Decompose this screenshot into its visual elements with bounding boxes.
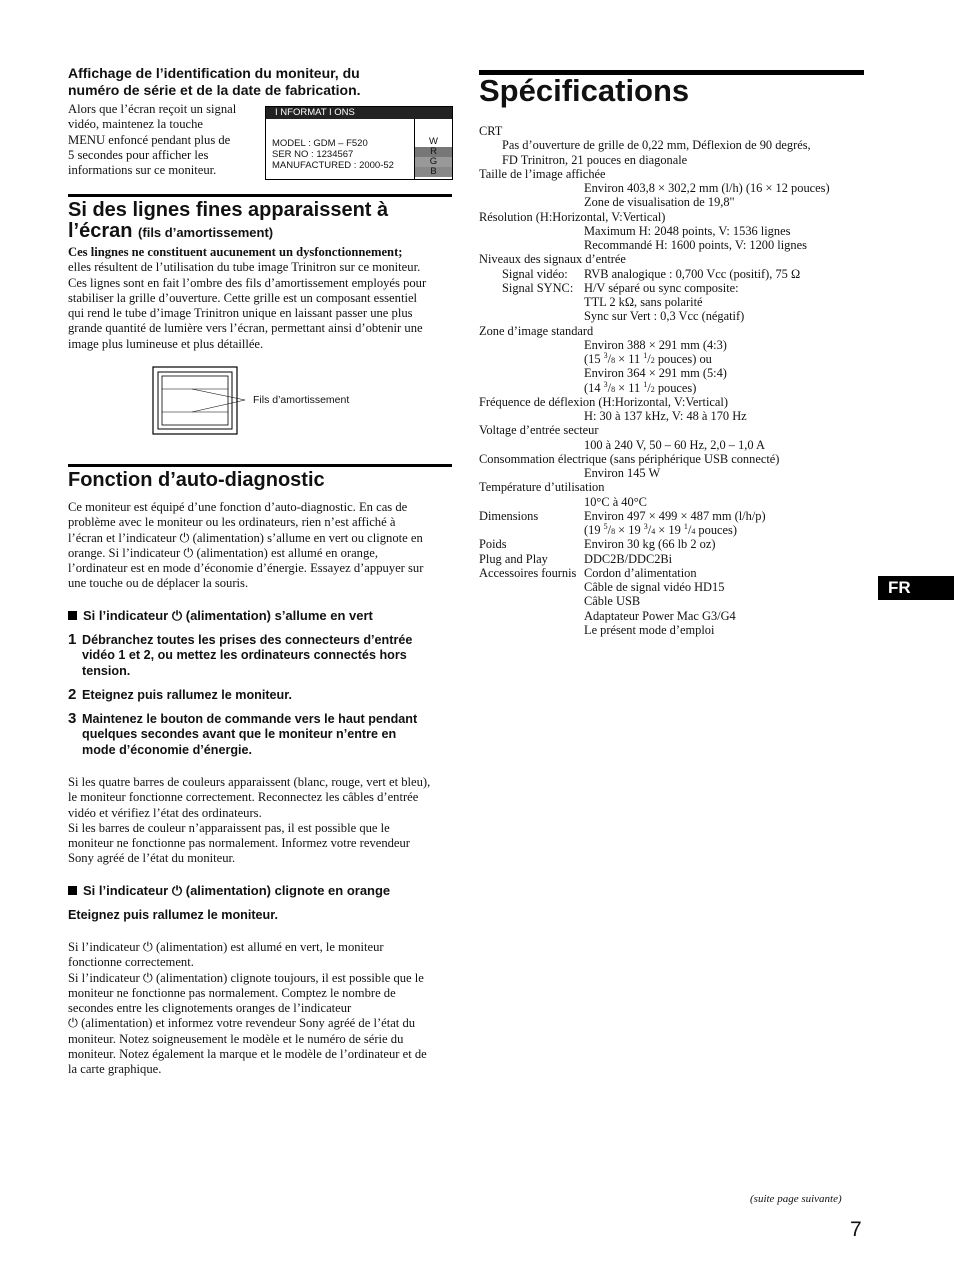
spec-row xyxy=(479,409,869,423)
spec-row xyxy=(479,338,869,352)
body-line: grande quantité de lumière vers l’écran, permettant ainsi d’obtenir une xyxy=(68,321,423,336)
page-number: 7 xyxy=(850,1218,862,1241)
spec-label: Plug and Play xyxy=(479,551,548,566)
step-item xyxy=(68,712,458,758)
continued-note: (suite page suivante) xyxy=(750,1193,842,1205)
spec-row xyxy=(479,381,869,395)
spec-row xyxy=(479,252,869,266)
spec-row xyxy=(479,210,869,224)
body-line: problème avec le moniteur ou les ordinateurs, rien n’est affiché à xyxy=(68,515,396,530)
body-line: fonctionne correctement. xyxy=(68,955,194,970)
body-line: moniteur. Notez également la marque et le modèle de l’ordinateur et de xyxy=(68,1047,427,1062)
spec-row xyxy=(479,281,869,295)
step-line: Eteignez puis rallumez le moniteur. xyxy=(82,687,292,702)
spec-row xyxy=(479,594,869,608)
spec-row xyxy=(479,195,869,209)
step-number: 1 xyxy=(68,631,77,648)
spec-table xyxy=(479,124,869,637)
body-line: le moniteur fonctionne correctement. Reconnectez les câbles d’entrée xyxy=(68,790,419,805)
body-line: qui rend le tube d’image Trinitron unique en laissant passer une plus xyxy=(68,306,413,321)
body-line: elles résultent de l’utilisation du tube image Trinitron sur ce moniteur. xyxy=(68,260,421,275)
step-line: Maintenez le bouton de commande vers le haut pendant xyxy=(82,712,418,727)
body-line: image plus lumineuse et plus détaillée. xyxy=(68,336,264,351)
body-line: l’ordinateur est en mode d’économie d’énergie. Essayez d’appuyer sur xyxy=(68,561,424,576)
spec-row xyxy=(479,623,869,637)
spec-row xyxy=(479,395,869,409)
spec-value: 100 à 240 V, 50 – 60 Hz, 2,0 – 1,0 A xyxy=(584,437,765,452)
spec-row xyxy=(479,167,869,181)
step-number: 3 xyxy=(68,710,77,728)
lines-section-body xyxy=(68,245,458,352)
spec-label: Pas d’ouverture de grille de 0,22 mm, Déflexion de 90 degrés, xyxy=(502,138,811,153)
diag-section-heading: Fonction d’auto-diagnostic xyxy=(68,469,325,491)
section-rule xyxy=(68,194,452,197)
spec-value: TTL 2 kΩ, sans polarité xyxy=(584,295,703,309)
spec-row xyxy=(479,609,869,623)
heading-line: Si des lignes fines apparaissent à xyxy=(68,199,389,221)
osd-title-bar: I NFORMAT I ONS xyxy=(266,107,452,119)
spec-value: Sync sur Vert : 0,3 Vcc (négatif) xyxy=(584,309,745,324)
id-section-body xyxy=(68,102,258,178)
spec-value: Environ 364 × 291 mm (5:4) xyxy=(584,366,727,381)
body-line: 5 secondes pour afficher les xyxy=(68,147,209,162)
subheading-orange xyxy=(68,883,458,899)
spec-row xyxy=(479,552,869,566)
body-line: secondes entre les clignotements oranges de l’indicateur xyxy=(68,1001,352,1016)
information-osd-box xyxy=(265,106,453,180)
spec-row xyxy=(479,124,869,138)
spec-row xyxy=(479,238,869,252)
body-line: stabiliser la grille d’ouverture. Cette grille est un composant essentiel xyxy=(68,290,418,305)
spec-value: (14 $^3$/8 × 11 $^1$/2 pouces) xyxy=(584,379,697,395)
steps-list xyxy=(68,633,458,758)
spec-value: DDC2B/DDC2Bi xyxy=(584,551,673,566)
spec-row xyxy=(479,324,869,338)
spec-label: Dimensions xyxy=(479,508,539,523)
spec-row xyxy=(479,523,869,537)
body-line: Si l’indicateur ⏻ (alimentation) est allumé en vert, le moniteur xyxy=(68,940,384,954)
spec-value: Adaptateur Power Mac G3/G4 xyxy=(584,608,736,623)
spec-label: CRT xyxy=(479,124,503,138)
id-heading-line: Affichage de l’identification du moniteur, du xyxy=(68,65,360,81)
spec-row xyxy=(479,480,869,494)
spec-row xyxy=(479,495,869,509)
heading-line: l’écran xyxy=(68,220,133,242)
monitor-damper-wires-figure xyxy=(152,366,247,436)
id-section-heading xyxy=(68,65,458,99)
spec-label: Accessoires fournis xyxy=(479,565,577,580)
step-line: Débranchez toutes les prises des connecteurs d’entrée xyxy=(82,633,413,647)
osd-model: MODEL : GDM – F520 xyxy=(272,138,368,149)
body-line: Alors que l’écran reçoit un signal xyxy=(68,102,237,116)
spec-label: Signal SYNC: xyxy=(502,280,574,295)
subheading-text: Si l’indicateur ⏻ (alimentation) clignote en orange xyxy=(83,883,391,898)
spec-value: Recommandé H: 1600 points, V: 1200 lignes xyxy=(584,238,807,252)
spec-value: Environ 497 × 499 × 487 mm (l/h/p) xyxy=(584,508,766,523)
spec-row xyxy=(479,309,869,323)
spec-label: Zone d’image standard xyxy=(479,323,594,338)
spec-value: Zone de visualisation de 19,8" xyxy=(584,195,735,210)
spec-value: (19 $^5$/8 × 19 $^3$/4 × 19 $^1$/4 pouces) xyxy=(584,521,737,537)
step-item xyxy=(68,633,458,679)
body-line: la carte graphique. xyxy=(68,1062,162,1077)
spec-value: Environ 145 W xyxy=(584,466,661,480)
step-line: vidéo 1 et 2, ou mettez les ordinateurs connectés hors xyxy=(82,648,407,663)
step-line: quelques secondes avant que le moniteur n’entre en xyxy=(82,727,397,742)
orange-action: Eteignez puis rallumez le moniteur. xyxy=(68,908,278,922)
diag-section-body xyxy=(68,500,458,592)
step-number: 2 xyxy=(68,685,77,703)
square-bullet-icon xyxy=(68,886,77,895)
section-rule xyxy=(68,464,452,467)
spec-row xyxy=(479,509,869,523)
spec-row xyxy=(479,537,869,551)
final-body xyxy=(68,940,458,1078)
spec-row xyxy=(479,224,869,238)
spec-row xyxy=(479,153,869,167)
body-line: vidéo, maintenez la touche xyxy=(68,117,203,132)
language-tab: FR xyxy=(878,576,954,600)
spec-value: Le présent mode d’emploi xyxy=(584,622,715,637)
spec-value: H/V séparé ou sync composite: xyxy=(584,280,739,295)
spec-label: Poids xyxy=(479,537,507,552)
spec-row xyxy=(479,138,869,152)
osd-serial: SER NO : 1234567 xyxy=(272,149,354,160)
spec-value: Câble de signal vidéo HD15 xyxy=(584,580,725,594)
body-line: Si les barres de couleur n’apparaissent pas, il est possible que le xyxy=(68,820,390,835)
spec-value: 10°C à 40°C xyxy=(584,494,647,509)
spec-row xyxy=(479,438,869,452)
body-line: orange. Si l’indicateur ⏻ (alimentation) est allumé en orange, xyxy=(68,545,379,560)
spec-label: Signal vidéo: xyxy=(502,266,568,281)
subheading-text: Si l’indicateur ⏻ (alimentation) s’allume en vert xyxy=(83,608,373,623)
after-steps-body xyxy=(68,775,458,867)
step-line: tension. xyxy=(82,663,131,678)
spec-row xyxy=(479,295,869,309)
heading-subtitle: (fils d’amortissement) xyxy=(138,225,274,240)
spec-value: Câble USB xyxy=(584,594,641,609)
spec-value: Environ 403,8 × 302,2 mm (l/h) (16 × 12 pouces) xyxy=(584,181,830,195)
spec-row xyxy=(479,580,869,594)
body-line: une touche ou de déplacer la souris. xyxy=(68,576,249,591)
spec-value: Environ 30 kg (66 lb 2 oz) xyxy=(584,537,716,552)
color-bar-white: W xyxy=(415,137,452,147)
osd-info-lines xyxy=(272,138,394,171)
spec-row xyxy=(479,181,869,195)
spec-label: FD Trinitron, 21 pouces en diagonale xyxy=(502,152,688,167)
spec-label: Température d’utilisation xyxy=(479,480,605,495)
body-line: Si les quatre barres de couleurs apparaissent (blanc, rouge, vert et bleu), xyxy=(68,775,431,789)
spec-row xyxy=(479,352,869,366)
body-line: vidéo et vérifiez l’état des ordinateurs. xyxy=(68,805,262,820)
spec-label: Niveaux des signaux d’entrée xyxy=(479,252,626,267)
color-bar-blue: B xyxy=(415,167,452,177)
step-line: mode d’économie d’énergie. xyxy=(82,742,253,757)
color-bar-green: G xyxy=(415,157,452,167)
body-line: Ces lignes sont en fait l’ombre des fils d’amortissement employés pour xyxy=(68,275,427,290)
id-heading-line: numéro de série et de la date de fabrication. xyxy=(68,82,361,98)
spec-value: H: 30 à 137 kHz, V: 48 à 170 Hz xyxy=(584,409,747,423)
spec-label: Fréquence de déflexion (H:Horizontal, V:Vertical) xyxy=(479,394,728,409)
spec-value: Cordon d’alimentation xyxy=(584,565,697,580)
color-bar-red: R xyxy=(415,147,452,157)
body-line: informations sur ce moniteur. xyxy=(68,163,217,178)
spec-label: Résolution (H:Horizontal, V:Vertical) xyxy=(479,209,666,224)
body-line: Si l’indicateur ⏻ (alimentation) clignote toujours, il est possible que le xyxy=(68,970,424,985)
spec-row xyxy=(479,423,869,437)
spec-label: Taille de l’image affichée xyxy=(479,166,606,181)
spec-value: (15 $^3$/8 × 11 $^1$/2 pouces) ou xyxy=(584,350,712,366)
square-bullet-icon xyxy=(68,611,77,620)
body-line: moniteur. Notez soigneusement le modèle et le numéro de série du xyxy=(68,1031,404,1046)
page-title: Spécifications xyxy=(479,73,690,108)
subheading-green xyxy=(68,608,458,624)
body-line: Ce moniteur est équipé d’une fonction d’auto-diagnostic. En cas de xyxy=(68,500,408,514)
spec-row xyxy=(479,566,869,580)
body-line: moniteur ne fonctionne pas normalement. Informez votre revendeur xyxy=(68,836,410,851)
spec-row xyxy=(479,267,869,281)
osd-manufactured: MANUFACTURED : 2000-52 xyxy=(272,160,394,171)
spec-label: Voltage d’entrée secteur xyxy=(479,423,599,438)
body-line: MENU enfoncé pendant plus de xyxy=(68,132,231,147)
figure-label: Fils d’amortissement xyxy=(253,394,350,406)
spec-row xyxy=(479,366,869,380)
spec-value: RVB analogique : 0,700 Vcc (positif), 75 Ω xyxy=(584,266,801,281)
body-line: Sony agréé de l’état du moniteur. xyxy=(68,851,236,866)
body-line: ⏻ (alimentation) et informez votre revendeur Sony agréé de l’état du xyxy=(68,1016,416,1031)
lead-bold: Ces lingnes ne constituent aucunement un dysfonctionnement; xyxy=(68,245,403,259)
spec-label: Consommation électrique (sans périphérique USB connecté) xyxy=(479,451,780,466)
body-line: l’écran et l’indicateur ⏻ (alimentation) s’allume en vert ou clignote en xyxy=(68,530,423,545)
step-item xyxy=(68,685,458,703)
spec-row xyxy=(479,452,869,466)
color-bars xyxy=(415,137,452,177)
lines-section-heading xyxy=(68,200,458,243)
spec-value: Maximum H: 2048 points, V: 1536 lignes xyxy=(584,223,791,238)
spec-row xyxy=(479,466,869,480)
spec-value: Environ 388 × 291 mm (4:3) xyxy=(584,337,727,352)
body-line: moniteur ne fonctionne pas normalement. Comptez le nombre de xyxy=(68,985,396,1000)
